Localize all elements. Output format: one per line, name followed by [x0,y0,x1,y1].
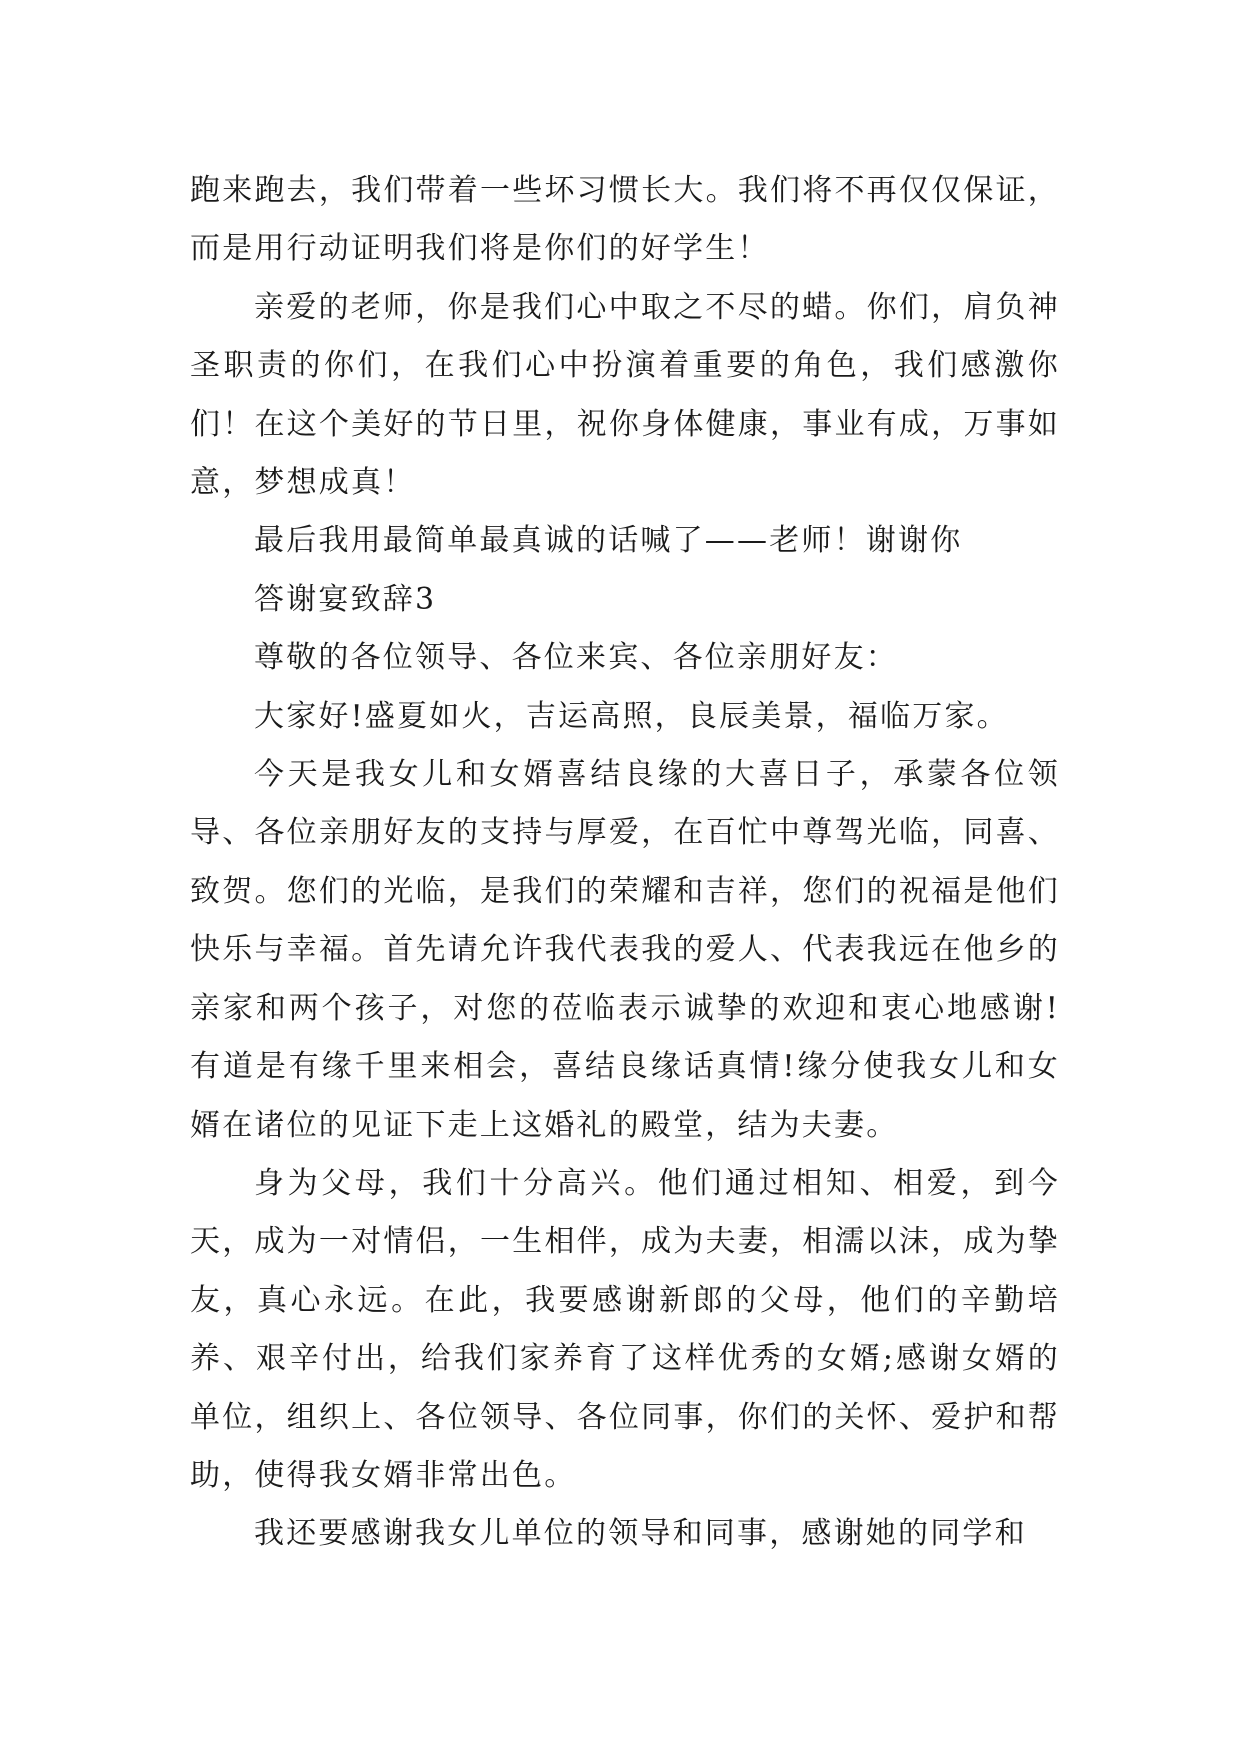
paragraph-3: 最后我用最简单最真诚的话喊了——老师！谢谢你 [254,523,963,559]
paragraph-1: 跑来跑去，我们带着一些坏习惯长大。我们将不再仅仅保证，而是用行动证明我们将是你们的好学生！ [190,173,1060,267]
paragraph-2: 亲爱的老师，你是我们心中取之不尽的蜡。你们，肩负神圣职责的你们，在我们心中扮演着重要的角色，我们感激你们！在这个美好的节日里，祝你身体健康，事业有成，万事如意，梦想成真！ [190,289,1060,501]
paragraph-greeting: 大家好!盛夏如火，吉运高照，良辰美景，福临万家。 [254,698,1009,734]
document-body [190,162,1060,1564]
section-heading: 答谢宴致辞3 [254,581,437,617]
paragraph-8: 身为父母，我们十分高兴。他们通过相知、相爱，到今天，成为一对情侣，一生相伴，成为夫妻，相濡以沫，成为挚友，真心永远。在此，我要感谢新郎的父母，他们的辛勤培养、艰辛付出，给我们家养育了这样优秀的女婿;感谢女婿的单位，组织上、各位领导、各位同事，你们的关怀、爱护和帮助，使得我女婿非常出色。 [190,1165,1060,1493]
salutation: 尊敬的各位领导、各位来宾、各位亲朋好友： [254,640,898,676]
paragraph-9: 我还要感谢我女儿单位的领导和同事，感谢她的同学和 [254,1516,1027,1552]
paragraph-7: 今天是我女儿和女婿喜结良缘的大喜日子，承蒙各位领导、各位亲朋好友的支持与厚爱，在百忙中尊驾光临，同喜、致贺。您们的光临，是我们的荣耀和吉祥，您们的祝福是他们快乐与幸福。首先请允许我代表我的爱人、代表我远在他乡的亲家和两个孩子，对您的莅临表示诚挚的欢迎和衷心地感谢!有道是有缘千里来相会，喜结良缘话真情!缘分使我女儿和女婿在诸位的见证下走上这婚礼的殿堂，结为夫妻。 [190,757,1060,1143]
